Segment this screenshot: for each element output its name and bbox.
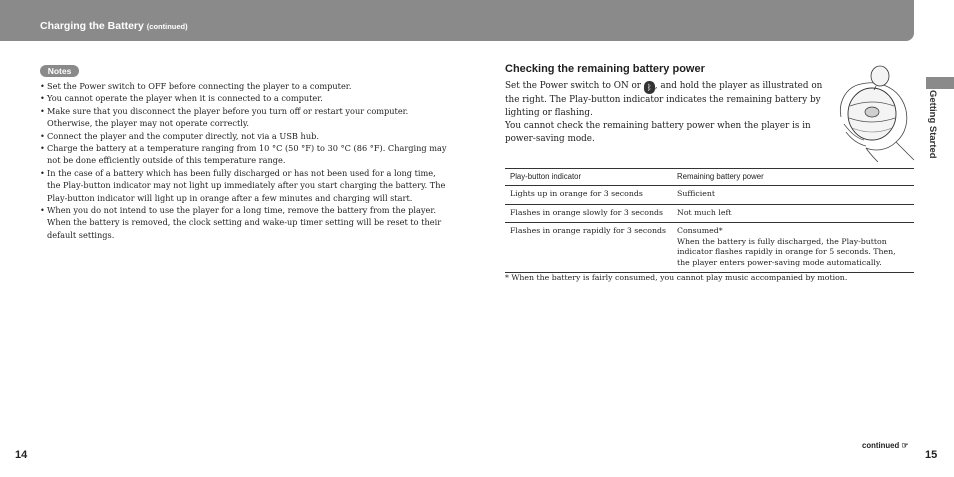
bullet: • — [40, 81, 45, 91]
table-row — [505, 204, 914, 223]
page-number-right: 15 — [925, 449, 938, 461]
section-title: Checking the remaining battery power — [505, 63, 705, 75]
indicator-cell: Lights up in orange for 3 seconds — [505, 186, 672, 205]
continued-text: continued — [862, 441, 900, 450]
battery-table — [505, 168, 914, 273]
bullet: • — [40, 93, 45, 104]
power-note: When the battery is fully discharged, the Play-button indicator flashes rapidly in orange for 5 seconds. Then, the player enters power-saving mode automatically. — [677, 236, 896, 267]
bluetooth-icon: ᛒ — [644, 81, 655, 94]
note-text: When you do not intend to use the player for a long time, remove the battery from the player. When the battery is removed, the clock setting and wake-up timer setting will be reset to their default settings. — [47, 205, 442, 240]
table-header-row — [505, 169, 914, 186]
note-item — [40, 105, 450, 130]
para2: You cannot check the remaining battery power when the player is in power-saving mode. — [505, 121, 811, 144]
pointing-hand-icon: ☞ — [901, 441, 909, 450]
power-cell: Not much left — [672, 204, 914, 223]
note-text: Charge the battery at a temperature ranging from 10 °C (50 °F) to 30 °C (86 °F). Charging may not be done efficiently outside of this temperature range. — [47, 143, 447, 166]
header-title — [40, 20, 188, 32]
continued-label — [862, 441, 908, 450]
para1-before: Set the Power switch to ON or — [505, 81, 644, 91]
note-text: In the case of a battery which has been fully discharged or has not been used for a long time, the Play-button indicator may not light up immediately after you start charging the battery. The Play-button indicator will light up in orange after a few minutes and charging will start. — [47, 167, 446, 203]
col-header-indicator: Play-button indicator — [505, 169, 672, 186]
header-bar — [0, 0, 914, 41]
table-row — [505, 223, 914, 273]
page-number-left: 14 — [15, 449, 28, 461]
note-text: Set the Power switch to OFF before connecting the player to a computer. — [47, 81, 352, 91]
bullet: • — [40, 205, 45, 216]
indicator-cell: Flashes in orange rapidly for 3 seconds — [505, 223, 672, 273]
col-header-power: Remaining battery power — [672, 169, 914, 186]
note-item — [40, 142, 450, 167]
note-text: Make sure that you disconnect the player before you turn off or restart your computer. Otherwise, the player may not operate correctly. — [47, 105, 409, 129]
notes-list — [40, 80, 450, 241]
note-item — [40, 130, 450, 142]
power-value: Consumed* — [677, 226, 723, 235]
bullet: • — [40, 167, 45, 178]
header-title-text: Charging the Battery — [40, 20, 144, 32]
note-item — [40, 167, 450, 204]
side-tab-marker — [926, 77, 954, 89]
bullet: • — [40, 143, 45, 154]
table-row — [505, 186, 914, 205]
bullet: • — [40, 105, 45, 116]
para1-after: , and hold the player as illustrated on the right. The Play-button indicator indicates the remaining battery by lighting or flashing. — [505, 81, 823, 118]
side-tab-label — [924, 90, 938, 180]
note-text: Connect the player and the computer directly, not via a USB hub. — [47, 130, 319, 141]
header-title-suffix: (continued) — [146, 22, 188, 31]
notes-badge: Notes — [40, 65, 79, 77]
indicator-cell: Flashes in orange slowly for 3 seconds — [505, 204, 672, 223]
power-cell — [672, 223, 914, 273]
section-body — [505, 80, 827, 146]
note-item — [40, 92, 450, 104]
side-tab-text: Getting Started — [927, 90, 938, 159]
note-item — [40, 204, 450, 241]
footnote: * When the battery is fairly consumed, you cannot play music accompanied by motion. — [505, 273, 848, 282]
bullet: • — [40, 130, 45, 141]
player-hand-illustration — [836, 62, 916, 162]
note-text: You cannot operate the player when it is connected to a computer. — [47, 93, 323, 104]
power-cell: Sufficient — [672, 186, 914, 205]
note-item — [40, 80, 450, 92]
